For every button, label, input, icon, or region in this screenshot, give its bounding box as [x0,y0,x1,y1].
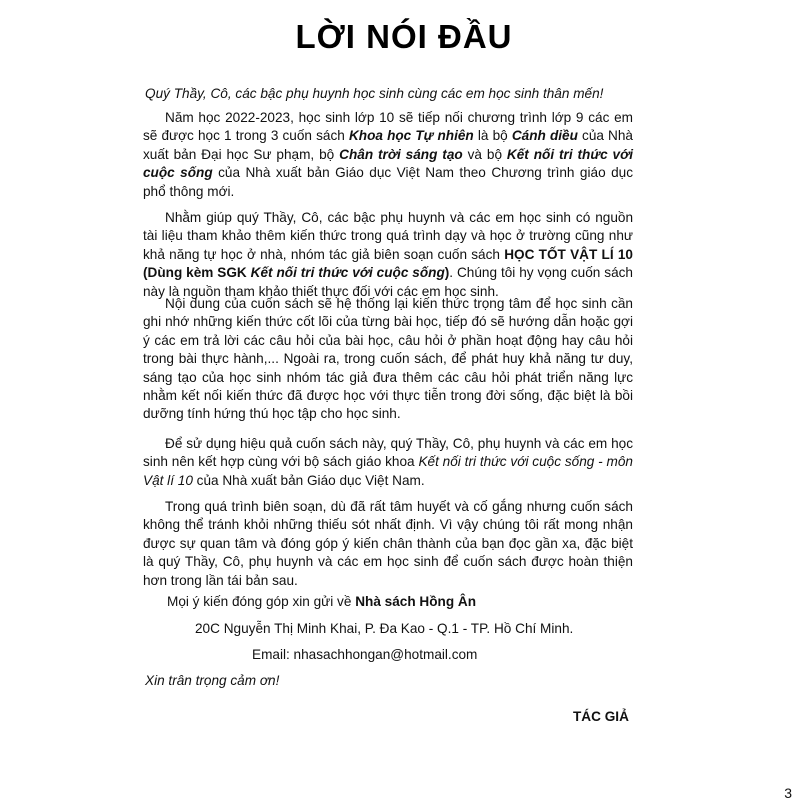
p1-series-canh-dieu: Cánh diều [511,128,578,144]
page-title: LỜI NÓI ĐẦU [295,18,513,55]
paragraph-1: Năm học 2022-2023, học sinh lớp 10 sẽ tiếp nối chương trình lớp 9 các em sẽ được học 1 trong 3 cuốn sách Khoa học Tự nhiên là bộ Cánh diều của Nhà xuất bản Đại học Sư phạm, bộ Chân trời sáng tạo và bộ Kết nối tri thức với cuộc sống của Nhà xuất bản Giáo dục Việt Nam theo Chương trình giáo dục phổ thông mới. [143,110,634,199]
contact-email: Email: nhasachhongan@hotmail.com [252,647,478,662]
thanks-line: Xin trân trọng cảm ơn! [145,673,280,688]
book-title: HỌC TỐT VẬT LÍ 10 [504,246,633,262]
p1-text: Năm học 2022-2023, học sinh lớp 10 sẽ tiếp nối chương trình lớp 9 các em sẽ được học 1 trong 3 cuốn sách [143,110,633,144]
paragraph-4: Để sử dụng hiệu quả cuốn sách này, quý Thầy, Cô, phụ huynh và các em học sinh nên kết hợp cùng với bộ sách giáo khoa Kết nối tri thức với cuộc sống - môn Vật lí 10 của Nhà xuất bản Giáo dục Việt Nam. [143,436,633,488]
p1-series-chan-troi: Chân trời sáng tạo [339,146,463,162]
page-number: 3 [784,785,792,801]
book-companion-title: Kết nối tri thức với cuộc sống [250,265,445,281]
greeting: Quý Thầy, Cô, các bậc phụ huynh học sinh cùng các em học sinh thân mến! [145,86,604,101]
paragraph-3: Nội dung của cuốn sách sẽ hệ thống lại kiến thức trọng tâm để học sinh cần ghi nhớ những kiến thức cốt lõi của từng bài học, tiếp đó sẽ hướng dẫn hoặc gợi ý các em trả lời các câu hỏi của bài học, câu hỏi ở phần hoạt động hay câu hỏi trong bài thực hành,... Ngoài ra, trong cuốn sách, để phát huy khả năng tư duy, sáng tạo của học sinh nhóm tác giả đưa thêm các câu hỏi phát triển năng lực nhằm kết nối kiến thức đã được học với thực tiễn trong đời sống, đặc biệt là bồi dưỡng tính hứng thú học tập cho học sinh. [143,296,633,422]
paragraph-5: Trong quá trình biên soạn, dù đã rất tâm huyết và cố gắng nhưng cuốn sách không thể tránh khỏi những thiếu sót nhất định. Vì vậy chúng tôi rất mong nhận được sự quan tâm và đóng góp ý kiến chân thành của bạn đọc gần xa, đặc biệt là quý Thầy, Cô, phụ huynh và các em học sinh để cuốn sách được hoàn thiện hơn trong lần tái bản sau. [143,499,633,588]
contact-address: 20C Nguyễn Thị Minh Khai, P. Đa Kao - Q.1 - TP. Hồ Chí Minh. [195,621,574,636]
author-signature: TÁC GIẢ [573,709,629,724]
p1-book-title: Khoa học Tự nhiên [348,128,474,144]
publisher-name: Nhà sách Hồng Ân [355,594,477,609]
paragraph-2: Nhằm giúp quý Thầy, Cô, các bậc phụ huynh và các em học sinh có nguồn tài liệu tham khảo thêm kiến thức trong quá trình dạy và học ở trường cũng như khả năng tự học ở nhà, nhóm tác giả biên soạn cuốn sách HỌC TỐT VẬT LÍ 10 (Dùng kèm SGK Kết nối tri thức với cuộc sống). Chúng tôi hy vọng cuốn sách này là nguồn tham khảo thiết thực đối với các em học sinh. [143,210,633,299]
contact-lead: Mọi ý kiến đóng góp xin gửi về Nhà sách Hồng Ân [167,594,477,609]
textbook-reference: Kết nối tri thức với cuộc sống - môn Vật lí 10 [143,454,633,488]
p1-series-ket-noi: Kết nối tri thức với cuộc sống [143,146,634,181]
